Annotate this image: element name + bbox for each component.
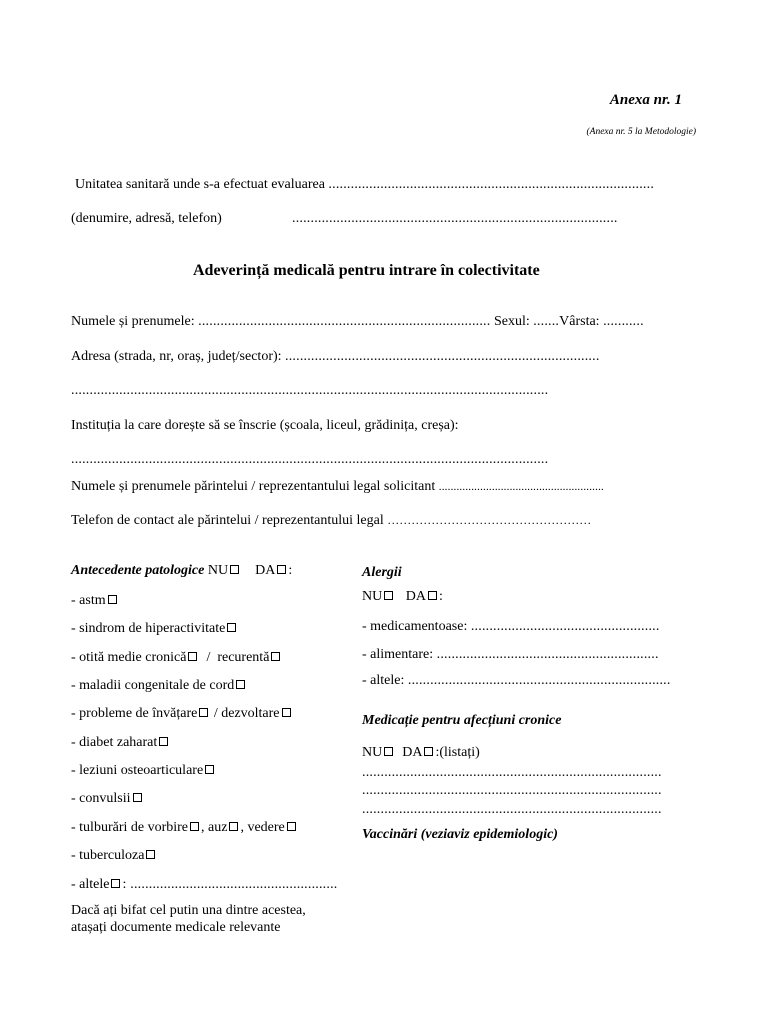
diabetes-label: - diabet zaharat [71,735,158,750]
phone-line [71,513,591,529]
seizures-label: - convulsii [71,791,131,806]
address-line [71,349,600,365]
antecedents-colon: : [288,563,293,578]
adhd-item [71,621,238,637]
speech-checkbox[interactable] [190,822,199,831]
age-label: Vârsta: [559,314,600,329]
vaccination-title: Vaccinări (veziaviz epidemiologic) [362,827,558,842]
antecedents-other-checkbox[interactable] [111,879,120,888]
antecedents-other-item [71,877,337,893]
allergies-title: Alergii [362,565,402,580]
tb-checkbox[interactable] [146,850,155,859]
unit-details-line [71,211,222,227]
asthma-item [71,593,119,609]
age-fill-field[interactable]: ........... [603,314,644,329]
otitis-separator: / [206,650,211,665]
allergies-yes-checkbox[interactable] [428,591,437,600]
asthma-label: - astm [71,593,106,608]
antecedents-yes-label: DA [255,563,276,578]
medication-choice [362,745,480,761]
otitis-item [71,650,282,666]
antecedents-other-fill-field[interactable]: : ........................................................ [122,877,338,892]
name-label: Numele și prenumele: [71,314,195,329]
tb-label: - tuberculoza [71,848,145,863]
otitis-chronic-label: - otită medie cronică [71,650,187,665]
medication-yes-checkbox[interactable] [424,747,433,756]
disorders-item [71,820,298,836]
hearing-label: , auz [201,820,228,835]
medication-title: Medicație pentru afecțiuni cronice [362,713,562,728]
document-title: Adeverință medicală pentru intrare în colectivitate [193,262,540,279]
antecedents-no-checkbox[interactable] [230,565,239,574]
bones-label: - leziuni osteoarticulare [71,763,204,778]
learning-item [71,706,293,722]
institution-fill-field[interactable]: ................................................................................................................................. [71,452,549,467]
sex-label: Sexul: [493,314,530,329]
heart-item [71,678,247,694]
phone-label: Telefon de contact ale părintelui / reprezentantului legal [71,513,384,528]
annex-title: Anexa nr. 1 [609,92,682,108]
allergies-colon: : [438,589,443,604]
address-fill-field-2[interactable]: ................................................................................................................................. [71,383,549,398]
heart-label: - maladii congenitale de cord [71,678,235,693]
allergies-other-line [362,673,671,689]
antecedents-no-label: NU [207,563,229,578]
allergies-drugs-fill-field[interactable]: ................................................... [470,619,660,634]
allergies-drugs-label: - medicamentoase: [362,619,468,634]
allergies-other-fill-field[interactable]: ....................................................................... [407,673,671,688]
otitis-chronic-checkbox[interactable] [188,652,197,661]
allergies-food-line [362,647,659,663]
bones-item [71,763,216,779]
speech-label: - tulburări de vorbire [71,820,189,835]
vision-checkbox[interactable] [287,822,296,831]
medication-no-checkbox[interactable] [384,747,393,756]
otitis-recurrent-label: recurentă [217,650,270,665]
otitis-recurrent-checkbox[interactable] [271,652,280,661]
annex-subtitle: (Anexa nr. 5 la Metodologie) [586,127,696,137]
tb-item [71,848,157,864]
allergies-drugs-line [362,619,660,635]
antecedents-note-1: Dacă ați bifat cel putin una dintre acestea, [71,903,306,918]
adhd-label: - sindrom de hiperactivitate [71,621,226,636]
allergies-yes-label: DA [405,589,426,604]
seizures-checkbox[interactable] [133,793,142,802]
unit-details-fill-field[interactable]: ........................................................................................ [292,211,618,226]
allergies-no-checkbox[interactable] [384,591,393,600]
sex-fill-field[interactable]: ....... [533,314,560,329]
adhd-checkbox[interactable] [227,623,236,632]
unit-line [75,177,654,193]
seizures-item [71,791,144,807]
parent-label: Numele și prenumele părintelui / reprezentantului legal solicitant [71,479,436,494]
name-line [71,314,644,330]
medication-fill-field-2[interactable]: ................................................................................. [362,783,662,798]
diabetes-checkbox[interactable] [159,737,168,746]
allergies-food-label: - alimentare: [362,647,434,662]
hearing-checkbox[interactable] [229,822,238,831]
bones-checkbox[interactable] [205,765,214,774]
medication-yes-label: DA [402,745,423,760]
development-label: / dezvoltare [213,706,280,721]
allergies-no-label: NU [362,589,383,604]
antecedents-yes-checkbox[interactable] [277,565,286,574]
parent-fill-field[interactable]: ........................................................ [438,481,604,493]
address-label: Adresa (strada, nr, oraș, județ/sector): [71,349,282,364]
diabetes-item [71,735,170,751]
medication-list-hint: :(listați) [435,745,480,760]
medication-fill-field-1[interactable]: ................................................................................. [362,765,662,780]
heart-checkbox[interactable] [236,680,245,689]
allergies-other-label: - altele: [362,673,405,688]
institution-label: Instituția la care dorește să se înscrie (școala, liceul, grădinița, creșa): [71,418,459,433]
unit-label: Unitatea sanitară unde s-a efectuat evaluarea [75,177,325,192]
name-fill-field[interactable]: ............................................................................... [198,314,491,329]
medication-fill-field-3[interactable]: ................................................................................. [362,802,662,817]
allergies-food-fill-field[interactable]: ............................................................ [436,647,659,662]
allergies-choice [362,589,443,605]
unit-details-label: (denumire, adresă, telefon) [71,211,222,226]
medication-no-label: NU [362,745,383,760]
development-checkbox[interactable] [282,708,291,717]
unit-fill-field[interactable]: ........................................................................................ [328,177,655,192]
antecedents-other-label: - altele [71,877,110,892]
antecedents-header [71,563,292,579]
asthma-checkbox[interactable] [108,595,117,604]
antecedents-title: Antecedente patologice [71,563,205,578]
learning-label: - probleme de învățare [71,706,198,721]
parent-line [71,479,604,495]
address-fill-field[interactable]: ..................................................................................... [285,349,600,364]
antecedents-note-2: atașați documente medicale relevante [71,920,281,935]
vision-label: , vedere [240,820,285,835]
learning-checkbox[interactable] [199,708,208,717]
phone-fill-field[interactable]: …………………………………………… [387,513,592,527]
